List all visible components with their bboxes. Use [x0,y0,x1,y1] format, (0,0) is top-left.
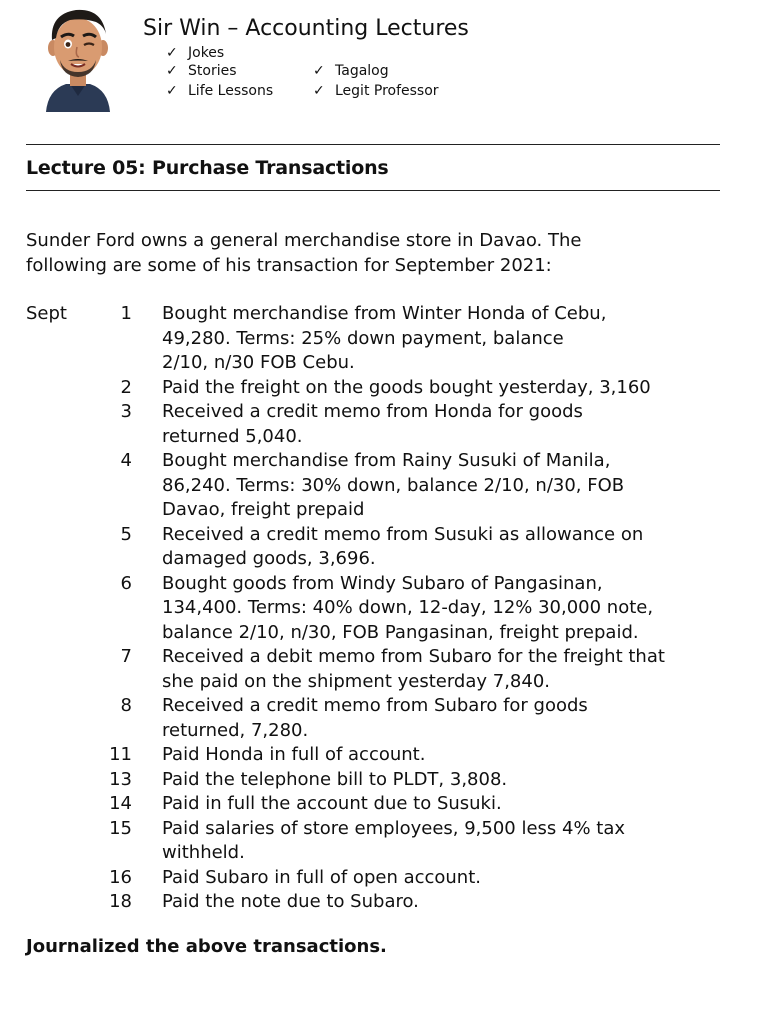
transaction-line: Paid the note due to Subaro. [162,891,419,912]
transaction-row [0,792,768,817]
transaction-description [162,768,762,793]
transaction-day: 16 [109,866,132,888]
transaction-line: Received a credit memo from Subaro for goods [162,695,588,716]
transaction-line: damaged goods, 3,696. [162,548,376,569]
feature-item-tagalog: ✓ Tagalog [313,63,389,79]
transaction-line: Paid in full the account due to Susuki. [162,793,502,814]
check-icon: ✓ [313,63,325,79]
transaction-day: 13 [109,768,132,790]
transaction-line: Received a credit memo from Susuki as allowance on [162,523,644,545]
transaction-line: 2/10, n/30 FOB Cebu. [162,352,355,373]
transaction-line: 86,240. Terms: 30% down, balance 2/10, n/30, FOB [162,474,625,496]
transaction-line: Paid Honda in full of account. [162,744,426,765]
lecture-title: Lecture 05: Purchase Transactions [26,157,389,179]
transaction-day: 4 [120,450,132,471]
transaction-line: 49,280. Terms: 25% down payment, balance [162,327,564,349]
transaction-row [0,890,768,915]
transaction-line: Paid salaries of store employees, 9,500 less 4% tax [162,817,626,839]
transaction-day: 5 [120,523,132,545]
transaction-line: Bought merchandise from Winter Honda of Cebu, [162,303,607,324]
transaction-description [162,792,762,817]
transaction-description [162,694,762,743]
transaction-row [0,376,768,401]
header-title: Sir Win – Accounting Lectures [143,16,469,41]
feature-item-jokes: ✓ Jokes [166,45,225,61]
transaction-day: 3 [120,401,132,422]
transaction-row [0,449,768,523]
check-icon: ✓ [313,83,325,99]
transaction-row [0,523,768,572]
transaction-day: 18 [109,891,132,912]
transaction-line: returned, 7,280. [162,719,309,741]
professor-avatar [40,4,116,112]
transaction-description [162,866,762,891]
divider-top [26,144,720,145]
transaction-line: Paid the telephone bill to PLDT, 3,808. [162,768,508,790]
transaction-row [0,694,768,743]
transaction-line: Paid Subaro in full of open account. [162,866,481,888]
transaction-line: balance 2/10, n/30, FOB Pangasinan, freight prepaid. [162,621,639,643]
transaction-line: returned 5,040. [162,425,303,447]
transaction-line: withheld. [162,842,245,863]
feature-item-life-lessons: ✓ Life Lessons [166,83,274,99]
transaction-description [162,890,762,915]
transaction-line: Bought goods from Windy Subaro of Pangasinan, [162,572,603,594]
transaction-row [0,743,768,768]
transaction-description [162,449,762,523]
transaction-day: 7 [120,646,132,667]
transaction-line: 134,400. Terms: 40% down, 12-day, 12% 30,000 note, [162,597,654,618]
transaction-row [0,302,768,376]
check-icon: ✓ [166,45,178,61]
transaction-row [0,866,768,891]
transaction-row [0,400,768,449]
transaction-row [0,768,768,793]
transaction-line: Paid the freight on the goods bought yesterday, 3,160 [162,376,651,398]
transaction-row [0,645,768,694]
transaction-description [162,523,762,572]
transaction-day: 15 [109,817,132,839]
transaction-description [162,817,762,866]
intro-paragraph: Sunder Ford owns a general merchandise store in Davao. The following are some of his transaction for September 2021: [26,230,582,276]
feature-item-stories: ✓ Stories [166,63,237,79]
transaction-line: Received a debit memo from Subaro for the freight that [162,646,665,667]
transaction-line: she paid on the shipment yesterday 7,840. [162,670,551,692]
transaction-row [0,817,768,866]
transaction-description [162,376,762,401]
transaction-line: Davao, freight prepaid [162,499,365,520]
transaction-description [162,743,762,768]
transaction-list [0,302,768,915]
transaction-day: 8 [120,695,132,716]
transaction-day: 11 [109,744,132,765]
check-icon: ✓ [166,83,178,99]
transaction-description [162,302,762,376]
divider-bottom [26,190,720,191]
transaction-row [0,572,768,646]
transaction-day: 1 [120,303,132,324]
check-icon: ✓ [166,63,178,79]
transaction-month: Sept [26,303,67,324]
transaction-day: 14 [109,793,132,814]
transaction-day: 2 [120,376,132,398]
instruction-text: Journalized the above transactions. [26,936,387,957]
transaction-line: Bought merchandise from Rainy Susuki of Manila, [162,450,611,471]
transaction-description [162,572,762,646]
transaction-line: Received a credit memo from Honda for goods [162,401,583,422]
transaction-day: 6 [120,572,132,594]
transaction-description [162,645,762,694]
transaction-description [162,400,762,449]
feature-item-legit-professor: ✓ Legit Professor [313,83,439,99]
